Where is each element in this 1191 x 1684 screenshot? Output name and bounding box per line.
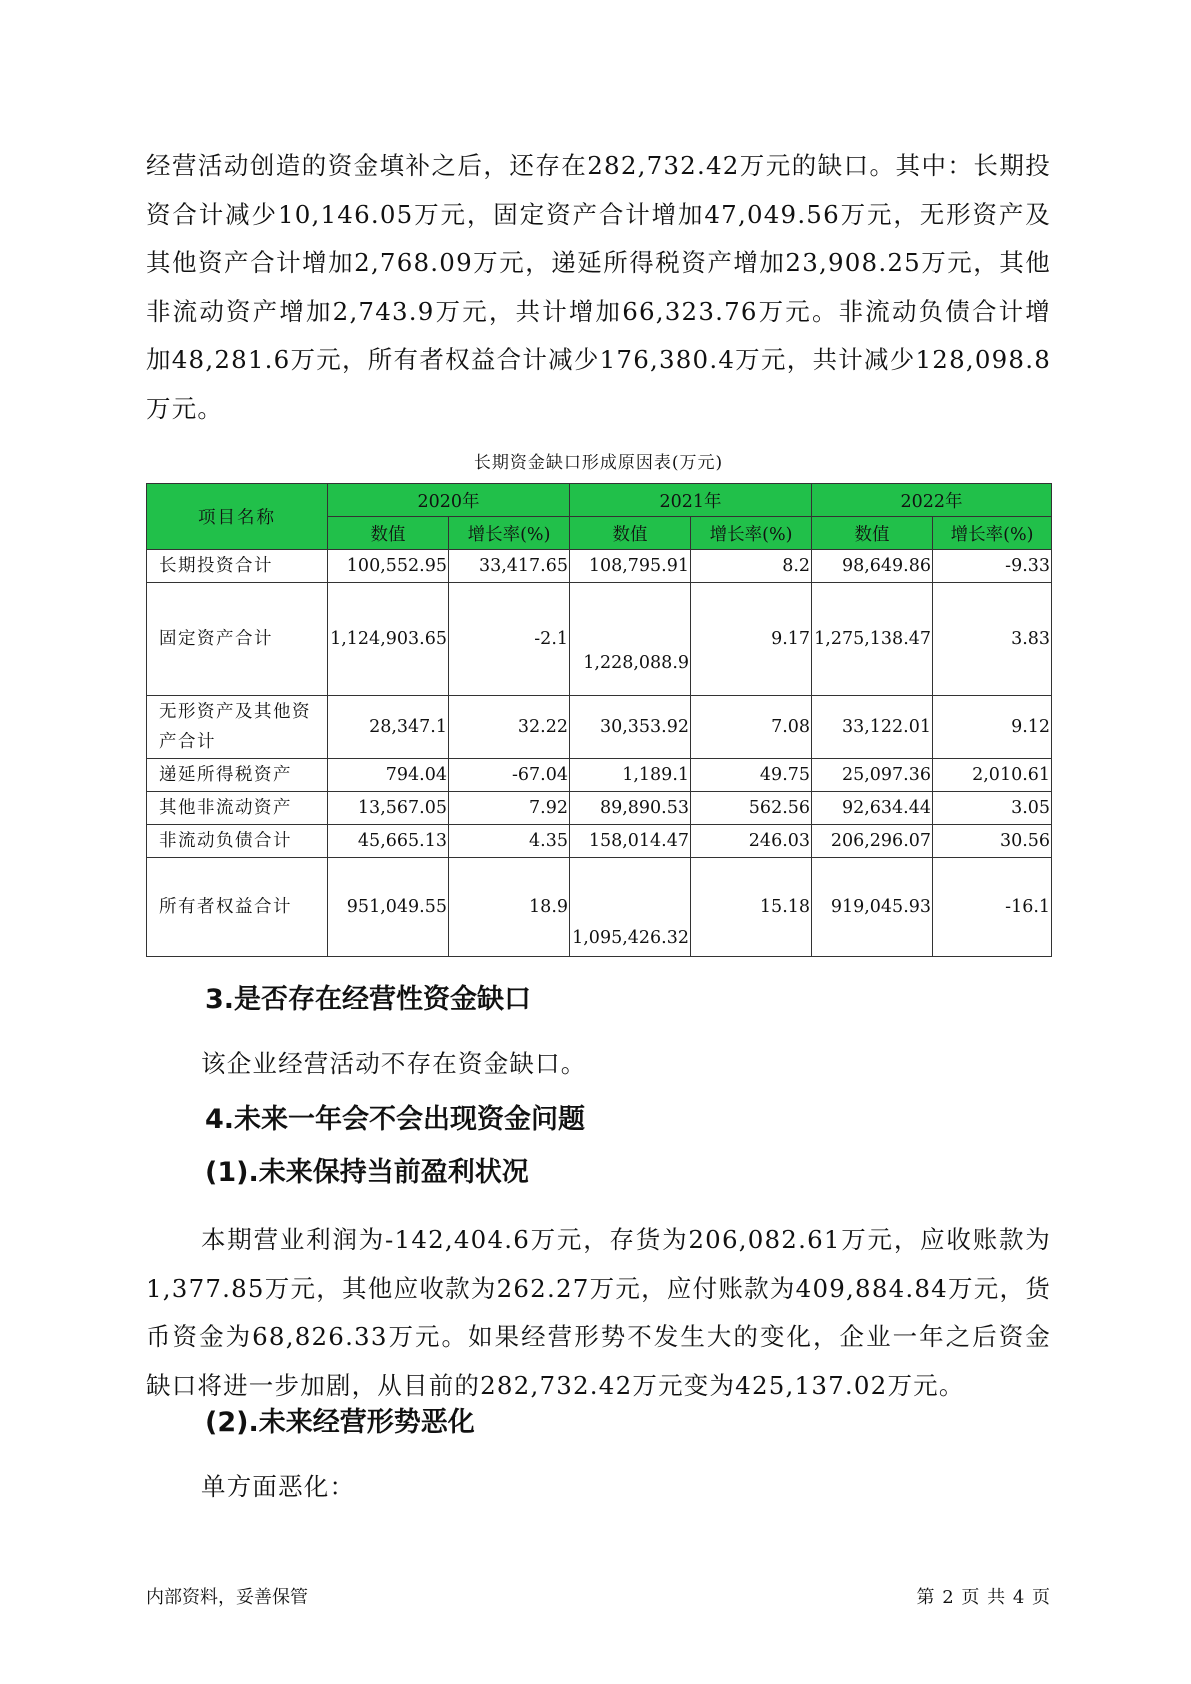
table-row: [147, 550, 1052, 583]
cell: 3.83: [933, 583, 1052, 696]
cell: 7.92: [449, 792, 570, 825]
row-name: 长期投资合计: [147, 550, 328, 583]
cell: 158,014.47: [570, 825, 691, 858]
cell: 1,189.1: [570, 759, 691, 792]
cell: 794.04: [328, 759, 449, 792]
table-row: [147, 825, 1052, 858]
section4-sub1-heading: (1).未来保持当前盈利状况: [205, 1157, 529, 1188]
cell: 9.17: [691, 583, 812, 696]
table-row: [147, 792, 1052, 825]
header-item-name: 项目名称: [147, 484, 328, 550]
row-name: 无形资产及其他资产合计: [147, 696, 328, 759]
table-row: [147, 858, 1052, 957]
cell: 13,567.05: [328, 792, 449, 825]
cell: 33,122.01: [812, 696, 933, 759]
cell: 89,890.53: [570, 792, 691, 825]
subheader-value: 数值: [570, 517, 691, 550]
table-row: [147, 696, 1052, 759]
cell: 98,649.86: [812, 550, 933, 583]
cell: -67.04: [449, 759, 570, 792]
row-name: 固定资产合计: [147, 583, 328, 696]
section4-heading: 4.未来一年会不会出现资金问题: [205, 1104, 586, 1135]
cell: -2.1: [449, 583, 570, 696]
section3-text: 该企业经营活动不存在资金缺口。: [201, 1049, 587, 1078]
row-name: 所有者权益合计: [147, 858, 328, 957]
capital-gap-table: [146, 483, 1052, 957]
row-name: 非流动负债合计: [147, 825, 328, 858]
subheader-value: 数值: [812, 517, 933, 550]
footer-confidential: 内部资料，妥善保管: [146, 1587, 308, 1608]
section4-sub1-text: 本期营业利润为-142,404.6万元，存货为206,082.61万元，应收账款为1,377.85万元，其他应收款为262.27万元，应付账款为409,884.84万元，货币资金为68,826.33万元。如果经营形势不发生大的变化，企业一年之后资金缺口将进一步加剧，从目前的282,732.42万元变为425,137.02万元。: [146, 1225, 1051, 1400]
cell: 108,795.91: [570, 550, 691, 583]
table-row: [147, 759, 1052, 792]
header-year-2020: 2020年: [328, 484, 570, 517]
cell: 919,045.93: [812, 858, 933, 957]
cell: -9.33: [933, 550, 1052, 583]
cell: 9.12: [933, 696, 1052, 759]
cell: 206,296.07: [812, 825, 933, 858]
cell: 30,353.92: [570, 696, 691, 759]
cell: 8.2: [691, 550, 812, 583]
cell: 1,275,138.47: [812, 583, 933, 696]
header-year-2022: 2022年: [812, 484, 1052, 517]
cell: 49.75: [691, 759, 812, 792]
cell: 28,347.1: [328, 696, 449, 759]
footer-page-number: 第 2 页 共 4 页: [916, 1587, 1051, 1608]
cell: 246.03: [691, 825, 812, 858]
row-name: 其他非流动资产: [147, 792, 328, 825]
cell: 32.22: [449, 696, 570, 759]
subheader-growth: 增长率(%): [449, 517, 570, 550]
cell: 15.18: [691, 858, 812, 957]
cell: -16.1: [933, 858, 1052, 957]
subheader-growth: 增长率(%): [691, 517, 812, 550]
cell: 1,124,903.65: [328, 583, 449, 696]
cell: 1,228,088.9: [570, 583, 691, 696]
cell: 33,417.65: [449, 550, 570, 583]
table-caption: 长期资金缺口形成原因表(万元): [473, 453, 724, 473]
cell: 4.35: [449, 825, 570, 858]
cell: 7.08: [691, 696, 812, 759]
cell: 951,049.55: [328, 858, 449, 957]
cell: 3.05: [933, 792, 1052, 825]
cell: 100,552.95: [328, 550, 449, 583]
cell: 92,634.44: [812, 792, 933, 825]
cell: 2,010.61: [933, 759, 1052, 792]
row-name: 递延所得税资产: [147, 759, 328, 792]
cell: 1,095,426.32: [570, 858, 691, 957]
table-row: [147, 583, 1052, 696]
subheader-value: 数值: [328, 517, 449, 550]
subheader-growth: 增长率(%): [933, 517, 1052, 550]
intro-paragraph: 经营活动创造的资金填补之后，还存在282,732.42万元的缺口。其中：长期投资合计减少10,146.05万元，固定资产合计增加47,049.56万元，无形资产及其他资产合计增加2,768.09万元，递延所得税资产增加23,908.25万元，其他非流动资产增加2,743.9万元，共计增加66,323.76万元。非流动负债合计增加48,281.6万元，所有者权益合计减少176,380.4万元，共计减少128,098.8万元。: [146, 151, 1051, 423]
section4-sub2-heading: (2).未来经营形势恶化: [205, 1407, 475, 1438]
header-year-2021: 2021年: [570, 484, 812, 517]
cell: 30.56: [933, 825, 1052, 858]
cell: 562.56: [691, 792, 812, 825]
cell: 45,665.13: [328, 825, 449, 858]
cell: 18.9: [449, 858, 570, 957]
section4-sub2-text: 单方面恶化：: [201, 1472, 356, 1501]
section3-heading: 3.是否存在经营性资金缺口: [205, 984, 532, 1015]
cell: 25,097.36: [812, 759, 933, 792]
